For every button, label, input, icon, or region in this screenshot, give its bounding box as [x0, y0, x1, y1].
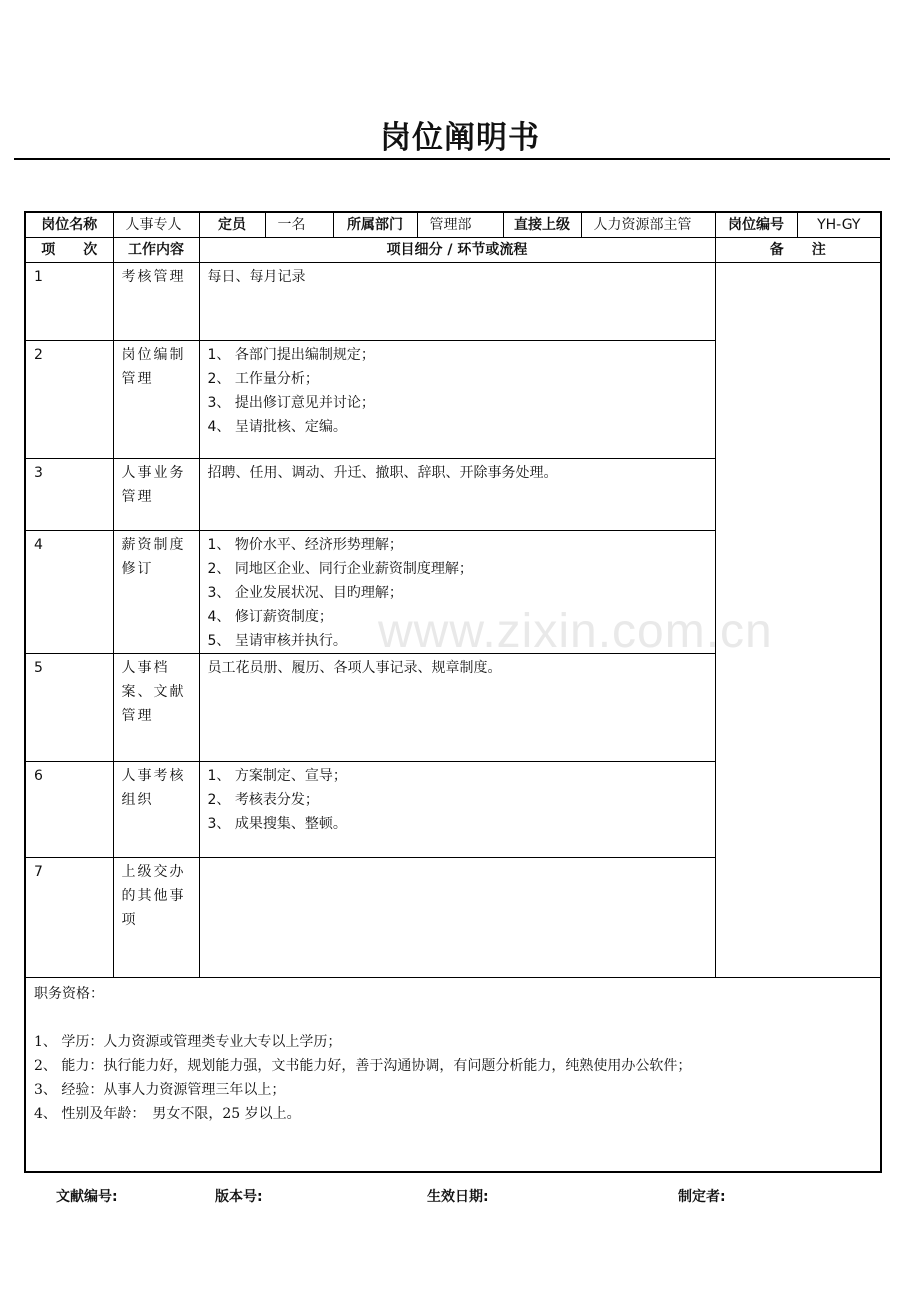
- department-value: 管理部: [417, 212, 503, 238]
- spacer: [34, 1006, 880, 1030]
- row-details: [199, 459, 715, 531]
- row-number: 7: [25, 858, 113, 978]
- footer-version: 版本号:: [215, 1189, 263, 1205]
- position-code-label: 岗位编号: [715, 212, 797, 238]
- row-details: [199, 531, 715, 654]
- detail-line: 3、 提出修订意见并讨论；: [207, 395, 375, 411]
- row-details: [199, 762, 715, 858]
- quota-label: 定员: [199, 212, 265, 238]
- detail-line: 3、 企业发展状况、目旳理解；: [207, 585, 403, 601]
- detail-line: 2、 同地区企业、同行企业薪资制度理解；: [207, 561, 473, 577]
- row-number: 3: [25, 459, 113, 531]
- title-divider: [14, 158, 890, 160]
- detail-line: 2、 考核表分发；: [207, 792, 319, 808]
- supervisor-label: 直接上级: [503, 212, 581, 238]
- row-number: 1: [25, 263, 113, 341]
- qualifications-row: [25, 978, 881, 1172]
- detail-line: 1、 方案制定、宣导；: [207, 768, 347, 784]
- detail-line: 3、 成果搜集、整顿。: [207, 816, 347, 832]
- footer: [0, 1186, 920, 1210]
- position-name-value: 人事专人: [113, 212, 199, 238]
- row-content: 考核管理: [113, 263, 199, 341]
- detail-line: 每日、每月记录: [207, 269, 306, 285]
- footer-doc-no: 文献编号:: [56, 1189, 118, 1205]
- position-code-value: YH-GY: [797, 212, 881, 238]
- job-description-table: [24, 211, 882, 1173]
- qualification-item: 1、 学历：人力资源或管理类专业大专以上学历；: [34, 1034, 342, 1050]
- detail-line: 4、 呈请批核、定编。: [207, 419, 347, 435]
- detail-line: 2、 工作量分析；: [207, 371, 319, 387]
- quota-value: 一名: [265, 212, 333, 238]
- footer-effective-date: 生效日期:: [427, 1189, 489, 1205]
- qualifications-cell: [25, 978, 881, 1172]
- detail-line: 5、 呈请审核并执行。: [207, 633, 347, 649]
- supervisor-value: 人力资源部主管: [581, 212, 715, 238]
- row-number: 5: [25, 654, 113, 762]
- department-label: 所属部门: [333, 212, 417, 238]
- detail-line: 4、 修订薪资制度；: [207, 609, 333, 625]
- watermark: www.zixin.com.cn: [378, 605, 773, 658]
- row-details: [199, 858, 715, 978]
- remarks-cell: [715, 263, 881, 978]
- row-content: 上级交办的其他事项: [113, 858, 199, 978]
- row-content: 人事考核组织: [113, 762, 199, 858]
- row-content: 薪资制度修订: [113, 531, 199, 654]
- detail-line: 1、 物价水平、经济形势理解；: [207, 537, 403, 553]
- row-number: 6: [25, 762, 113, 858]
- row-details: [199, 654, 715, 762]
- col-header-item: 项 次: [25, 238, 113, 263]
- detail-line: 1、 各部门提出编制规定；: [207, 347, 375, 363]
- row-details: [199, 341, 715, 459]
- qualification-item: 2、 能力：执行能力好，规划能力强，文书能力好，善于沟通协调，有问题分析能力，纯熟使用办公软件；: [34, 1058, 692, 1074]
- column-header-row: [25, 238, 881, 263]
- document-title: 岗位阐明书: [380, 120, 540, 156]
- table-row: [25, 263, 881, 341]
- footer-author: 制定者:: [678, 1189, 726, 1205]
- row-content: 人事业务管理: [113, 459, 199, 531]
- row-number: 4: [25, 531, 113, 654]
- qualifications-label: 职务资格：: [34, 986, 104, 1002]
- row-content: 人事档案、文献管理: [113, 654, 199, 762]
- detail-line: 招聘、任用、调动、升迁、撤职、辞职、开除事务处理。: [207, 465, 558, 481]
- col-header-content: 工作内容: [113, 238, 199, 263]
- qualification-item: 3、 经验：从事人力资源管理三年以上；: [34, 1082, 286, 1098]
- col-header-remarks: 备 注: [715, 238, 881, 263]
- row-details: [199, 263, 715, 341]
- col-header-details: 项目细分 / 环节或流程: [199, 238, 715, 263]
- detail-line: 员工花员册、履历、各项人事记录、规章制度。: [207, 660, 502, 676]
- qualification-item: 4、 性别及年龄： 男女不限，25 岁以上。: [34, 1106, 301, 1122]
- row-number: 2: [25, 341, 113, 459]
- header-row: [25, 212, 881, 238]
- row-content: 岗位编制管理: [113, 341, 199, 459]
- position-name-label: 岗位名称: [25, 212, 113, 238]
